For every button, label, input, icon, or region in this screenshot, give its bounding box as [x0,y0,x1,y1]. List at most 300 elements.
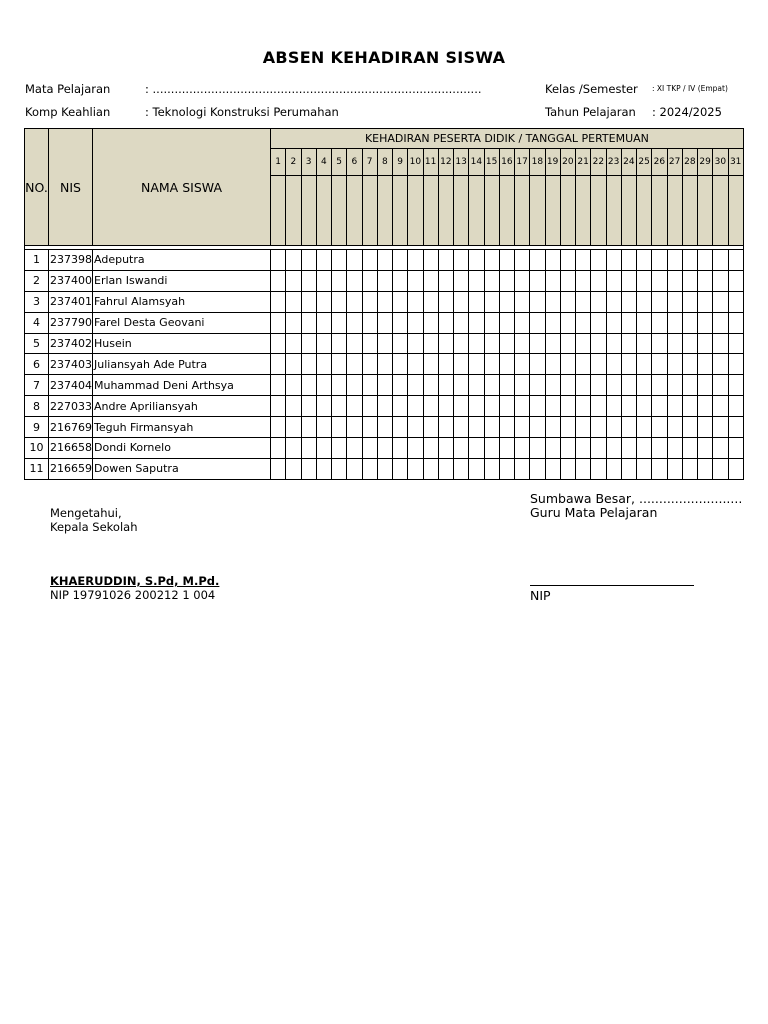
attendance-cell[interactable] [576,396,591,417]
attendance-cell[interactable] [499,291,514,312]
attendance-cell[interactable] [545,291,560,312]
attendance-cell[interactable] [469,250,484,271]
attendance-cell[interactable] [377,312,392,333]
attendance-cell[interactable] [637,250,652,271]
attendance-cell[interactable] [301,354,316,375]
attendance-cell[interactable] [438,458,453,479]
attendance-cell[interactable] [667,270,682,291]
attendance-cell[interactable] [393,354,408,375]
attendance-cell[interactable] [606,396,621,417]
attendance-cell[interactable] [621,270,636,291]
attendance-cell[interactable] [271,417,286,438]
attendance-cell[interactable] [347,396,362,417]
attendance-cell[interactable] [438,312,453,333]
attendance-cell[interactable] [362,270,377,291]
attendance-cell[interactable] [637,354,652,375]
attendance-cell[interactable] [362,375,377,396]
attendance-cell[interactable] [347,438,362,459]
attendance-cell[interactable] [484,354,499,375]
attendance-cell[interactable] [408,375,423,396]
attendance-cell[interactable] [621,438,636,459]
attendance-cell[interactable] [728,417,743,438]
attendance-cell[interactable] [423,291,438,312]
attendance-cell[interactable] [560,312,575,333]
attendance-cell[interactable] [408,270,423,291]
attendance-cell[interactable] [499,375,514,396]
attendance-cell[interactable] [484,438,499,459]
attendance-cell[interactable] [682,270,697,291]
attendance-cell[interactable] [499,354,514,375]
attendance-cell[interactable] [621,375,636,396]
attendance-cell[interactable] [637,458,652,479]
attendance-cell[interactable] [545,375,560,396]
attendance-cell[interactable] [637,375,652,396]
attendance-cell[interactable] [301,375,316,396]
attendance-cell[interactable] [393,396,408,417]
attendance-cell[interactable] [423,354,438,375]
attendance-cell[interactable] [728,375,743,396]
attendance-cell[interactable] [637,438,652,459]
attendance-cell[interactable] [316,312,331,333]
attendance-cell[interactable] [393,270,408,291]
attendance-cell[interactable] [560,333,575,354]
attendance-cell[interactable] [316,354,331,375]
attendance-cell[interactable] [454,354,469,375]
attendance-cell[interactable] [271,354,286,375]
attendance-cell[interactable] [316,333,331,354]
attendance-cell[interactable] [484,417,499,438]
attendance-cell[interactable] [667,417,682,438]
attendance-cell[interactable] [515,438,530,459]
attendance-cell[interactable] [545,270,560,291]
attendance-cell[interactable] [301,417,316,438]
attendance-cell[interactable] [499,458,514,479]
attendance-cell[interactable] [393,250,408,271]
attendance-cell[interactable] [499,250,514,271]
attendance-cell[interactable] [271,375,286,396]
attendance-cell[interactable] [454,417,469,438]
attendance-cell[interactable] [377,270,392,291]
attendance-cell[interactable] [454,250,469,271]
attendance-cell[interactable] [591,417,606,438]
attendance-cell[interactable] [332,312,347,333]
attendance-cell[interactable] [484,312,499,333]
attendance-cell[interactable] [362,438,377,459]
attendance-cell[interactable] [591,396,606,417]
attendance-cell[interactable] [393,333,408,354]
attendance-cell[interactable] [667,396,682,417]
attendance-cell[interactable] [286,417,301,438]
attendance-cell[interactable] [576,312,591,333]
attendance-cell[interactable] [728,250,743,271]
attendance-cell[interactable] [591,333,606,354]
attendance-cell[interactable] [713,312,728,333]
attendance-cell[interactable] [454,438,469,459]
attendance-cell[interactable] [408,458,423,479]
attendance-cell[interactable] [271,438,286,459]
attendance-cell[interactable] [728,333,743,354]
attendance-cell[interactable] [408,438,423,459]
attendance-cell[interactable] [438,396,453,417]
attendance-cell[interactable] [652,354,667,375]
attendance-cell[interactable] [454,270,469,291]
attendance-cell[interactable] [698,417,713,438]
attendance-cell[interactable] [423,396,438,417]
attendance-cell[interactable] [362,458,377,479]
attendance-cell[interactable] [347,312,362,333]
attendance-cell[interactable] [377,438,392,459]
attendance-cell[interactable] [515,354,530,375]
attendance-cell[interactable] [728,354,743,375]
attendance-cell[interactable] [332,396,347,417]
attendance-cell[interactable] [637,312,652,333]
attendance-cell[interactable] [545,250,560,271]
attendance-cell[interactable] [362,417,377,438]
attendance-cell[interactable] [606,375,621,396]
attendance-cell[interactable] [332,354,347,375]
attendance-cell[interactable] [698,354,713,375]
attendance-cell[interactable] [682,438,697,459]
attendance-cell[interactable] [347,354,362,375]
attendance-cell[interactable] [499,396,514,417]
attendance-cell[interactable] [560,291,575,312]
attendance-cell[interactable] [438,250,453,271]
attendance-cell[interactable] [682,250,697,271]
attendance-cell[interactable] [606,458,621,479]
attendance-cell[interactable] [377,417,392,438]
attendance-cell[interactable] [530,250,545,271]
attendance-cell[interactable] [271,250,286,271]
attendance-cell[interactable] [713,375,728,396]
attendance-cell[interactable] [362,354,377,375]
attendance-cell[interactable] [316,396,331,417]
attendance-cell[interactable] [484,396,499,417]
attendance-cell[interactable] [332,291,347,312]
attendance-cell[interactable] [408,291,423,312]
attendance-cell[interactable] [621,250,636,271]
attendance-cell[interactable] [591,438,606,459]
attendance-cell[interactable] [621,354,636,375]
attendance-cell[interactable] [423,270,438,291]
attendance-cell[interactable] [515,396,530,417]
attendance-cell[interactable] [576,438,591,459]
attendance-cell[interactable] [728,291,743,312]
attendance-cell[interactable] [316,438,331,459]
attendance-cell[interactable] [667,333,682,354]
attendance-cell[interactable] [560,375,575,396]
attendance-cell[interactable] [377,250,392,271]
attendance-cell[interactable] [438,375,453,396]
attendance-cell[interactable] [576,270,591,291]
attendance-cell[interactable] [271,333,286,354]
attendance-cell[interactable] [530,312,545,333]
attendance-cell[interactable] [621,312,636,333]
attendance-cell[interactable] [438,417,453,438]
attendance-cell[interactable] [713,396,728,417]
attendance-cell[interactable] [698,396,713,417]
attendance-cell[interactable] [652,417,667,438]
attendance-cell[interactable] [347,458,362,479]
attendance-cell[interactable] [591,458,606,479]
attendance-cell[interactable] [560,354,575,375]
attendance-cell[interactable] [606,333,621,354]
attendance-cell[interactable] [560,417,575,438]
attendance-cell[interactable] [301,270,316,291]
attendance-cell[interactable] [438,354,453,375]
attendance-cell[interactable] [530,417,545,438]
attendance-cell[interactable] [469,458,484,479]
attendance-cell[interactable] [682,312,697,333]
attendance-cell[interactable] [408,333,423,354]
attendance-cell[interactable] [713,291,728,312]
attendance-cell[interactable] [606,291,621,312]
attendance-cell[interactable] [667,250,682,271]
attendance-cell[interactable] [667,375,682,396]
attendance-cell[interactable] [484,375,499,396]
attendance-cell[interactable] [576,354,591,375]
attendance-cell[interactable] [469,396,484,417]
attendance-cell[interactable] [530,375,545,396]
attendance-cell[interactable] [286,458,301,479]
attendance-cell[interactable] [637,417,652,438]
attendance-cell[interactable] [728,270,743,291]
attendance-cell[interactable] [286,396,301,417]
attendance-cell[interactable] [301,396,316,417]
attendance-cell[interactable] [469,438,484,459]
attendance-cell[interactable] [469,354,484,375]
attendance-cell[interactable] [576,417,591,438]
attendance-cell[interactable] [286,333,301,354]
attendance-cell[interactable] [545,312,560,333]
attendance-cell[interactable] [423,438,438,459]
attendance-cell[interactable] [515,375,530,396]
attendance-cell[interactable] [408,417,423,438]
attendance-cell[interactable] [606,417,621,438]
attendance-cell[interactable] [484,333,499,354]
attendance-cell[interactable] [469,291,484,312]
attendance-cell[interactable] [576,291,591,312]
attendance-cell[interactable] [682,354,697,375]
attendance-cell[interactable] [621,333,636,354]
attendance-cell[interactable] [515,291,530,312]
attendance-cell[interactable] [347,417,362,438]
attendance-cell[interactable] [484,291,499,312]
attendance-cell[interactable] [499,270,514,291]
attendance-cell[interactable] [423,417,438,438]
attendance-cell[interactable] [515,417,530,438]
attendance-cell[interactable] [393,458,408,479]
attendance-cell[interactable] [713,354,728,375]
attendance-cell[interactable] [621,458,636,479]
attendance-cell[interactable] [637,396,652,417]
attendance-cell[interactable] [332,458,347,479]
attendance-cell[interactable] [530,333,545,354]
attendance-cell[interactable] [362,333,377,354]
attendance-cell[interactable] [530,438,545,459]
attendance-cell[interactable] [591,291,606,312]
attendance-cell[interactable] [530,354,545,375]
attendance-cell[interactable] [393,375,408,396]
attendance-cell[interactable] [728,438,743,459]
attendance-cell[interactable] [408,312,423,333]
attendance-cell[interactable] [377,333,392,354]
attendance-cell[interactable] [347,250,362,271]
attendance-cell[interactable] [347,270,362,291]
attendance-cell[interactable] [591,270,606,291]
attendance-cell[interactable] [347,375,362,396]
attendance-cell[interactable] [301,458,316,479]
attendance-cell[interactable] [560,250,575,271]
attendance-cell[interactable] [393,312,408,333]
attendance-cell[interactable] [515,250,530,271]
attendance-cell[interactable] [271,291,286,312]
attendance-cell[interactable] [316,270,331,291]
attendance-cell[interactable] [545,333,560,354]
attendance-cell[interactable] [301,291,316,312]
attendance-cell[interactable] [423,375,438,396]
attendance-cell[interactable] [484,270,499,291]
attendance-cell[interactable] [637,270,652,291]
attendance-cell[interactable] [682,333,697,354]
attendance-cell[interactable] [484,250,499,271]
attendance-cell[interactable] [515,270,530,291]
attendance-cell[interactable] [408,354,423,375]
attendance-cell[interactable] [652,375,667,396]
attendance-cell[interactable] [682,417,697,438]
attendance-cell[interactable] [499,417,514,438]
attendance-cell[interactable] [545,458,560,479]
attendance-cell[interactable] [286,250,301,271]
attendance-cell[interactable] [728,396,743,417]
attendance-cell[interactable] [438,270,453,291]
attendance-cell[interactable] [347,333,362,354]
attendance-cell[interactable] [713,458,728,479]
attendance-cell[interactable] [454,333,469,354]
attendance-cell[interactable] [423,333,438,354]
attendance-cell[interactable] [438,333,453,354]
attendance-cell[interactable] [316,291,331,312]
attendance-cell[interactable] [271,458,286,479]
attendance-cell[interactable] [560,396,575,417]
attendance-cell[interactable] [301,312,316,333]
attendance-cell[interactable] [377,458,392,479]
attendance-cell[interactable] [591,312,606,333]
attendance-cell[interactable] [454,396,469,417]
attendance-cell[interactable] [698,312,713,333]
attendance-cell[interactable] [316,375,331,396]
attendance-cell[interactable] [271,270,286,291]
attendance-cell[interactable] [332,438,347,459]
attendance-cell[interactable] [347,291,362,312]
attendance-cell[interactable] [591,354,606,375]
attendance-cell[interactable] [728,458,743,479]
attendance-cell[interactable] [469,375,484,396]
attendance-cell[interactable] [499,333,514,354]
attendance-cell[interactable] [637,291,652,312]
attendance-cell[interactable] [423,250,438,271]
attendance-cell[interactable] [271,396,286,417]
attendance-cell[interactable] [545,396,560,417]
attendance-cell[interactable] [652,312,667,333]
attendance-cell[interactable] [484,458,499,479]
attendance-cell[interactable] [682,396,697,417]
attendance-cell[interactable] [545,438,560,459]
attendance-cell[interactable] [530,291,545,312]
attendance-cell[interactable] [286,312,301,333]
attendance-cell[interactable] [362,291,377,312]
attendance-cell[interactable] [362,250,377,271]
attendance-cell[interactable] [713,270,728,291]
attendance-cell[interactable] [606,270,621,291]
attendance-cell[interactable] [332,417,347,438]
attendance-cell[interactable] [515,458,530,479]
attendance-cell[interactable] [713,417,728,438]
attendance-cell[interactable] [667,438,682,459]
attendance-cell[interactable] [362,396,377,417]
attendance-cell[interactable] [652,396,667,417]
attendance-cell[interactable] [652,250,667,271]
attendance-cell[interactable] [667,291,682,312]
attendance-cell[interactable] [454,291,469,312]
attendance-cell[interactable] [682,375,697,396]
attendance-cell[interactable] [271,312,286,333]
attendance-cell[interactable] [698,438,713,459]
attendance-cell[interactable] [408,396,423,417]
attendance-cell[interactable] [316,417,331,438]
attendance-cell[interactable] [454,312,469,333]
attendance-cell[interactable] [530,458,545,479]
attendance-cell[interactable] [301,250,316,271]
attendance-cell[interactable] [713,333,728,354]
attendance-cell[interactable] [606,312,621,333]
attendance-cell[interactable] [499,312,514,333]
attendance-cell[interactable] [698,375,713,396]
attendance-cell[interactable] [682,458,697,479]
attendance-cell[interactable] [332,250,347,271]
attendance-cell[interactable] [469,333,484,354]
attendance-cell[interactable] [377,375,392,396]
attendance-cell[interactable] [377,291,392,312]
attendance-cell[interactable] [332,375,347,396]
attendance-cell[interactable] [576,250,591,271]
attendance-cell[interactable] [362,312,377,333]
attendance-cell[interactable] [408,250,423,271]
attendance-cell[interactable] [316,458,331,479]
attendance-cell[interactable] [560,270,575,291]
attendance-cell[interactable] [698,333,713,354]
attendance-cell[interactable] [606,354,621,375]
attendance-cell[interactable] [698,458,713,479]
attendance-cell[interactable] [667,354,682,375]
attendance-cell[interactable] [301,438,316,459]
attendance-cell[interactable] [438,438,453,459]
attendance-cell[interactable] [652,270,667,291]
attendance-cell[interactable] [621,291,636,312]
attendance-cell[interactable] [698,291,713,312]
attendance-cell[interactable] [560,438,575,459]
attendance-cell[interactable] [698,270,713,291]
attendance-cell[interactable] [621,417,636,438]
attendance-cell[interactable] [652,291,667,312]
attendance-cell[interactable] [469,270,484,291]
attendance-cell[interactable] [377,396,392,417]
attendance-cell[interactable] [332,333,347,354]
attendance-cell[interactable] [286,438,301,459]
attendance-cell[interactable] [454,375,469,396]
attendance-cell[interactable] [301,333,316,354]
attendance-cell[interactable] [499,438,514,459]
attendance-cell[interactable] [530,270,545,291]
